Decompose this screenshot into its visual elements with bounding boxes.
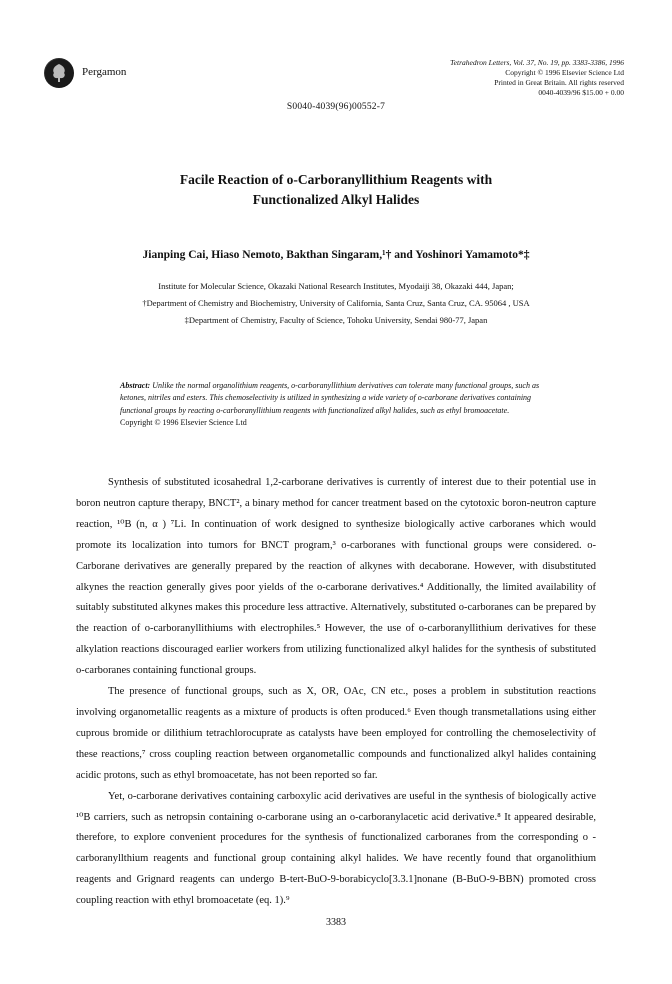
- price-line: 0040-4039/96 $15.00 + 0.00: [538, 88, 624, 97]
- affiliation-1: Institute for Molecular Science, Okazaki National Research Institutes, Myodaiji 38, Okazaki 444, Japan;: [158, 281, 514, 291]
- affiliation-3: ‡Department of Chemistry, Faculty of Science, Tohoku University, Sendai 980-77, Japan: [184, 315, 488, 325]
- publisher-name: Pergamon: [82, 66, 127, 78]
- affiliation-2: †Department of Chemistry and Biochemistry, University of California, Santa Cruz, Santa Cruz, CA. 95064 , USA: [142, 298, 530, 308]
- tree-emblem-icon: [44, 58, 74, 88]
- page-number: 3383: [326, 917, 346, 928]
- author-list: Jianping Cai, Hiaso Nemoto, Bakthan Singaram,¹† and Yoshinori Yamamoto*‡: [142, 249, 530, 261]
- citation-block: [324, 58, 624, 98]
- paragraph-3: Yet, o-carborane derivatives containing carboxylic acid derivatives are useful in the synthesis of biologically active ¹⁰B carriers, such as netropsin containing o-carborane using an o-carboranylacetic acid derivative.⁸ It appeared desirable, therefore, to explore convenient procedures for the synthesis of functionalized carboranes from the corresponding o - carboranyllthium reagents and functional group containing alkyl halides. We have recently found that organolithium reagents and Grignard reagents can undergo B-tert-BuO-9-borabicyclo[3.3.1]nonane (B-BuO-9-BBN) promoted cross coupling reaction with ethyl bromoacetate (eq. 1).⁹: [76, 790, 596, 907]
- article-title: [60, 170, 612, 210]
- pii-code: S0040-4039(96)00552-7: [286, 102, 386, 112]
- abstract-copyright: Copyright © 1996 Elsevier Science Ltd: [120, 418, 247, 428]
- paragraph-2: The presence of functional groups, such as X, OR, OAc, CN etc., poses a problem in substitution reactions involving organometallic reagents as a mixture of products is often produced.⁶ Even though transmetallations using either cuprous bromide or dilithium tetrachlorocuprate as catalysts have been employed for controlling the chemoselectivity of these reactions,⁷ cross coupling reaction between organometallic compounds and functionalized alkyl halides containing acidic protons, such as ethyl bromoacetate, has not been reported so far.: [76, 686, 596, 781]
- abstract: [120, 380, 552, 430]
- printed-line: Printed in Great Britain. All rights reserved: [494, 78, 624, 87]
- title-line-1: Facile Reaction of o-Carboranyllithium Reagents with: [179, 172, 493, 187]
- paragraph-1: Synthesis of substituted icosahedral 1,2-carborane derivatives is currently of interest due to their potential use in boron neutron capture therapy, BNCT², a binary method for cancer treatment based on the cytotoxic boron-neutron capture reaction, ¹⁰B (n, α ) ⁷Li. In continuation of work designed to synthesize biologically active carboranes which would promote its localization into tumors for BNCT program,³ o-carboranes with functional groups were considered. o-Carborane derivatives are generally prepared by the reaction of alkynes with decaborane. However, with disubstituted alkynes the reaction generally gives poor yields of the o-carborane derivatives.⁴ Additionally, the limited availability of suitably substituted alkynes makes this procedure less attractive. Alternatively, substituted o-carboranes can be prepared by the reaction of o-carboranyllithiums with electrophiles.⁵ However, the use of o-carboranyllithium derivatives for these alkylation reactions discouraged earlier workers from utilizing functionalized alkyl halides for the synthesis of substituted o-carboranes containing functional groups.: [76, 477, 596, 677]
- body-text: [76, 473, 596, 912]
- title-line-2: Functionalized Alkyl Halides: [252, 192, 420, 207]
- journal-citation: Tetrahedron Letters, Vol. 37, No. 19, pp. 3383-3386, 1996: [450, 58, 624, 67]
- abstract-text: Unlike the normal organolithium reagents, o-carboranyllithium derivatives can tolerate many functional groups, such as ketones, nitriles and esters. This chemoselectivity is utilized in synthesizing a wide variety of o-carborane derivatives containing functional groups by reacting o-carboranyllithium reagents with functionalized alkyl halides, such as ethyl bromoacetate.: [120, 381, 540, 415]
- abstract-label: Abstract:: [120, 381, 151, 390]
- copyright-line: Copyright © 1996 Elsevier Science Ltd: [505, 68, 624, 77]
- publisher-logo: [44, 58, 74, 88]
